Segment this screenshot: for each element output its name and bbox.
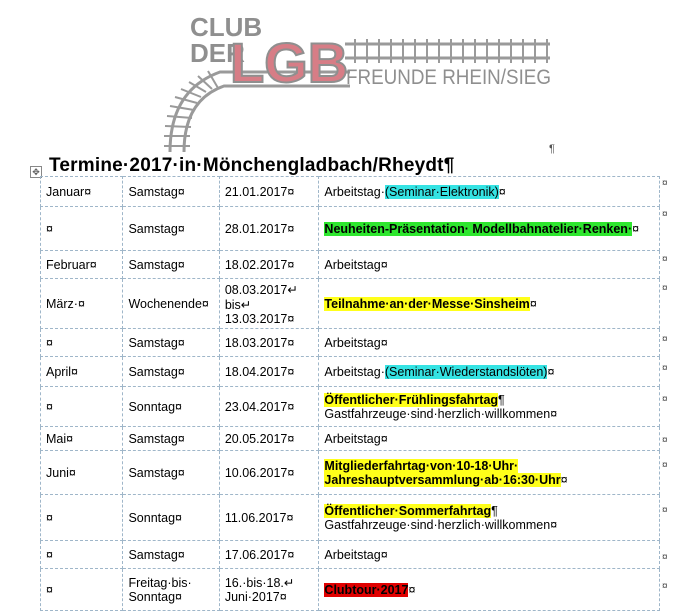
event-text: ¤ <box>529 296 537 311</box>
day-cell[interactable]: Samstag¤ <box>123 451 219 495</box>
event-cell[interactable] <box>319 357 660 387</box>
date-cell[interactable]: 20.05.2017¤ <box>219 427 319 451</box>
event-text: Arbeitstag¤ <box>324 547 388 562</box>
event-text: ¶ <box>498 392 505 407</box>
day-cell[interactable]: Samstag¤ <box>123 541 219 569</box>
table-row <box>41 329 660 357</box>
row-end-mark: ¤ <box>662 254 668 265</box>
logo-der: DER <box>190 38 245 68</box>
event-text: (Seminar·Wiederstandslöten) <box>384 364 548 379</box>
month-cell[interactable]: ¤ <box>41 387 123 427</box>
day-cell[interactable]: Sonntag¤ <box>123 495 219 541</box>
event-text: Arbeitstag· <box>324 184 385 199</box>
row-end-mark: ¤ <box>662 178 668 189</box>
month-cell[interactable]: Januar¤ <box>41 177 123 207</box>
event-cell[interactable] <box>319 541 660 569</box>
row-end-mark: ¤ <box>662 209 668 220</box>
table-row <box>41 177 660 207</box>
event-text: Arbeitstag¤ <box>324 257 388 272</box>
table-row <box>41 541 660 569</box>
date-cell[interactable]: 11.06.2017¤ <box>219 495 319 541</box>
table-row <box>41 251 660 279</box>
event-text: ¤ <box>547 364 555 379</box>
top-track <box>345 39 550 63</box>
row-end-mark: ¤ <box>662 283 668 294</box>
month-cell[interactable]: Mai¤ <box>41 427 123 451</box>
table-row <box>41 279 660 329</box>
row-end-mark: ¤ <box>662 394 668 405</box>
page-title: Termine·2017·in·Mönchengladbach/Rheydt¶ <box>49 155 455 176</box>
logo-freunde: FREUNDE RHEIN/SIEG <box>346 66 551 89</box>
event-text: Gastfahrzeuge·sind·herzlich·willkommen¤ <box>324 517 558 532</box>
event-cell[interactable] <box>319 177 660 207</box>
event-cell[interactable] <box>319 207 660 251</box>
event-text: Mitgliederfahrtag·von·10-18·Uhr· Jahreshauptversammlung·ab·16:30·Uhr <box>324 458 561 487</box>
event-text: ¤ <box>632 221 640 236</box>
day-cell[interactable]: Samstag¤ <box>123 177 219 207</box>
month-cell[interactable]: ¤ <box>41 329 123 357</box>
table-row <box>41 357 660 387</box>
events-table <box>40 176 660 611</box>
month-cell[interactable]: ¤ <box>41 541 123 569</box>
month-cell[interactable]: März·¤ <box>41 279 123 329</box>
day-cell[interactable]: Samstag¤ <box>123 207 219 251</box>
table-row <box>41 569 660 611</box>
row-end-mark: ¤ <box>662 505 668 516</box>
event-cell[interactable] <box>319 451 660 495</box>
day-cell[interactable]: Samstag¤ <box>123 427 219 451</box>
date-cell[interactable]: 23.04.2017¤ <box>219 387 319 427</box>
date-cell[interactable]: 18.02.2017¤ <box>219 251 319 279</box>
row-end-mark: ¤ <box>662 435 668 446</box>
event-text: Arbeitstag· <box>324 364 385 379</box>
date-cell[interactable]: 10.06.2017¤ <box>219 451 319 495</box>
row-end-mark: ¤ <box>662 552 668 563</box>
event-text: ¤ <box>498 184 506 199</box>
table-row <box>41 495 660 541</box>
row-end-mark: ¤ <box>662 334 668 345</box>
event-cell[interactable] <box>319 279 660 329</box>
table-row <box>41 427 660 451</box>
day-cell[interactable]: Samstag¤ <box>123 251 219 279</box>
day-cell[interactable]: Freitag·bis· Sonntag¤ <box>123 569 219 611</box>
day-cell[interactable]: Wochenende¤ <box>123 279 219 329</box>
event-text: Clubtour·2017 <box>324 582 409 597</box>
month-cell[interactable]: ¤ <box>41 569 123 611</box>
date-cell[interactable]: 08.03.2017↵ bis↵ 13.03.2017¤ <box>219 279 319 329</box>
club-logo <box>150 10 560 160</box>
event-text: Arbeitstag¤ <box>324 335 388 350</box>
row-end-mark: ¤ <box>662 581 668 592</box>
month-cell[interactable]: ¤ <box>41 207 123 251</box>
event-text: Neuheiten-Präsentation· Modellbahnatelier·Renken· <box>324 221 633 236</box>
month-cell[interactable]: April¤ <box>41 357 123 387</box>
date-cell[interactable]: 28.01.2017¤ <box>219 207 319 251</box>
date-cell[interactable]: 16.·bis·18.↵ Juni·2017¤ <box>219 569 319 611</box>
table-move-handle-icon[interactable]: ✥ <box>30 166 42 178</box>
month-cell[interactable]: ¤ <box>41 495 123 541</box>
date-cell[interactable]: 18.03.2017¤ <box>219 329 319 357</box>
paragraph-mark: ¶ <box>549 143 555 155</box>
table-row <box>41 207 660 251</box>
day-cell[interactable]: Samstag¤ <box>123 357 219 387</box>
month-cell[interactable]: Juni¤ <box>41 451 123 495</box>
table-row <box>41 387 660 427</box>
event-cell[interactable] <box>319 251 660 279</box>
event-text: ¶ <box>491 503 498 518</box>
event-text: ¤ <box>560 472 568 487</box>
row-end-mark: ¤ <box>662 460 668 471</box>
event-cell[interactable] <box>319 329 660 357</box>
day-cell[interactable]: Sonntag¤ <box>123 387 219 427</box>
date-cell[interactable]: 17.06.2017¤ <box>219 541 319 569</box>
day-cell[interactable]: Samstag¤ <box>123 329 219 357</box>
event-text: Teilnahme·an·der·Messe·Sinsheim <box>324 296 530 311</box>
row-end-mark: ¤ <box>662 363 668 374</box>
table-row <box>41 451 660 495</box>
event-cell[interactable] <box>319 387 660 427</box>
event-cell[interactable] <box>319 427 660 451</box>
event-text: Arbeitstag¤ <box>324 431 388 446</box>
event-text: Öffentlicher·Frühlingsfahrtag <box>324 392 499 407</box>
event-cell[interactable] <box>319 569 660 611</box>
logo-club: CLUB <box>190 12 263 42</box>
date-cell[interactable]: 21.01.2017¤ <box>219 177 319 207</box>
date-cell[interactable]: 18.04.2017¤ <box>219 357 319 387</box>
event-text: (Seminar·Elektronik) <box>384 184 499 199</box>
event-text: ¤ <box>408 582 416 597</box>
event-text: Gastfahrzeuge·sind·herzlich·willkommen¤ <box>324 406 558 421</box>
event-text: Öffentlicher·Sommerfahrtag <box>324 503 492 518</box>
month-cell[interactable]: Februar¤ <box>41 251 123 279</box>
logo-lgb: LGB <box>230 31 349 94</box>
event-cell[interactable] <box>319 495 660 541</box>
